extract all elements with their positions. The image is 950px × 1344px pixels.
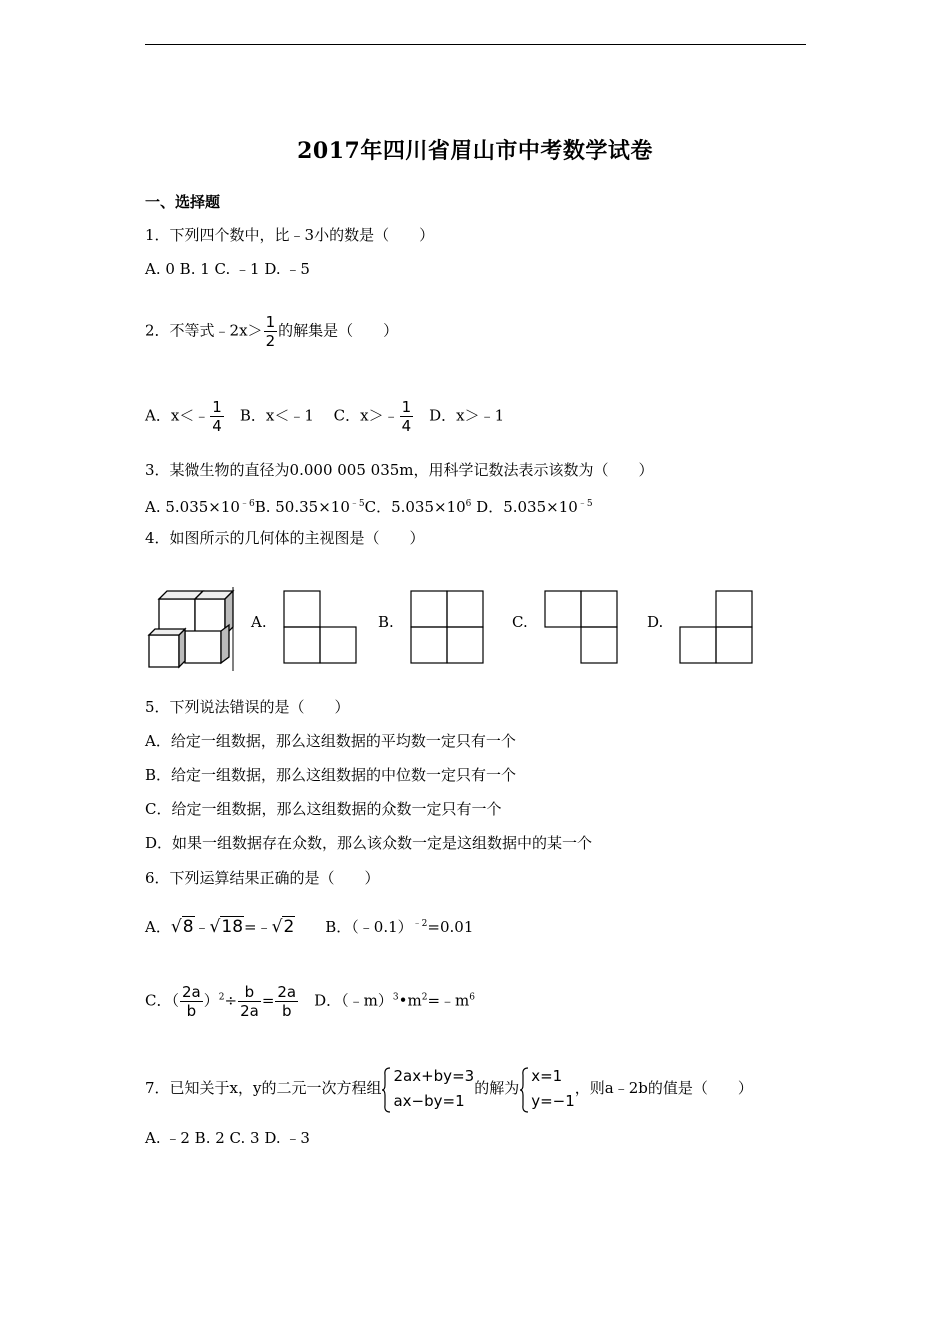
q6-a-sqrt-3: √2 [271, 917, 295, 937]
q6-a-sqrt-2: √18 [209, 917, 244, 937]
q4-stem: 4．如图所示的几何体的主视图是（ ） [145, 529, 425, 547]
q6-options-cd: C．（ $\frac{2a}{b}$ ）$^2$÷ $\frac{b}{2a}$ = $\frac{2a}{b}$ D．$(﹣m)^3•m^2=﹣m^6$ [145, 983, 475, 1020]
q6-a-sqrt-1: √8 [170, 917, 194, 937]
q4-option-a-figure [283, 585, 357, 665]
page-title: 2017年四川省眉山市中考数学试卷 [297, 138, 653, 164]
q5-option-a: A．给定一组数据，那么这组数据的平均数一定只有一个 [145, 732, 516, 750]
q4-option-a-label: A. [251, 613, 267, 631]
q4-option-b-figure [410, 585, 484, 665]
q6-stem: 6．下列运算结果正确的是（ ） [145, 869, 380, 887]
q3-options: A. $5.035\times 10^{﹣6}B$. $50.35\times 10^{﹣5}C$．$5.035\times 10^6$ D．$5.035\times 10^{﹣5}$ [145, 498, 593, 516]
q2-fraction: $\frac{1}{2}$ [265, 313, 276, 350]
q4-option-d-label: D. [647, 613, 664, 631]
left-brace-icon [381, 1067, 391, 1113]
q7-solution-system: x=1 y=−1 [519, 1064, 575, 1114]
header-rule [145, 44, 806, 45]
q5-stem: 5．下列说法错误的是（ ） [145, 698, 350, 716]
q4-option-b-label: B. [378, 613, 394, 631]
q5-option-d: D．如果一组数据存在众数，那么该众数一定是这组数据中的某一个 [145, 834, 593, 852]
q2-options: A．x＜﹣ $\frac{1}{4}$ B．x＜﹣1 C．x＞﹣ $\frac{1}{4}$ D．x＞﹣1 [145, 398, 505, 435]
q6-options-ab: A．√8﹣√18=﹣√2 B．（﹣0.1）$^{﹣2}$=0.01 [145, 917, 474, 937]
q7-options: A. ﹣2 B. 2 C. 3 D. ﹣3 [145, 1129, 310, 1147]
q6-c-fraction-3: $\frac{2a}{b}$ [277, 983, 297, 1020]
q2-c-fraction: $\frac{1}{4}$ [401, 398, 412, 435]
q6-c-fraction-1: $\frac{2a}{b}$ [181, 983, 201, 1020]
q4-option-c-figure [544, 585, 618, 665]
q4-solid-figure [145, 585, 235, 673]
q5-option-b: B．给定一组数据，那么这组数据的中位数一定只有一个 [145, 766, 517, 784]
q2-stem: 2．不等式﹣2x＞ $\frac{1}{2}$ 的解集是（ ） [145, 313, 399, 350]
q2-a-fraction: $\frac{1}{4}$ [212, 398, 222, 435]
q1-options: A. 0 B. 1 C. ﹣1 D. ﹣5 [145, 260, 310, 278]
q4-option-c-label: C. [512, 613, 528, 631]
q7-stem: 7．已知关于x，y的二元一次方程组 2ax+by=3 ax−by=1 的解为 x=1 y=−1 ，则a﹣2b的值是（ ） [145, 1064, 753, 1114]
q7-equation-system: 2ax+by=3 ax−by=1 [381, 1064, 474, 1114]
q4-option-d-figure [679, 585, 753, 665]
left-brace-icon [519, 1067, 529, 1113]
q3-stem: 3．某微生物的直径为0.000 005 035m，用科学记数法表示该数为（ ） [145, 461, 654, 479]
section-heading: 一、选择题 [145, 193, 221, 211]
q6-c-fraction-2: $\frac{b}{2a}$ [240, 983, 259, 1020]
q1-stem: 1．下列四个数中，比﹣3小的数是（ ） [145, 226, 435, 244]
q5-option-c: C．给定一组数据，那么这组数据的众数一定只有一个 [145, 800, 502, 818]
